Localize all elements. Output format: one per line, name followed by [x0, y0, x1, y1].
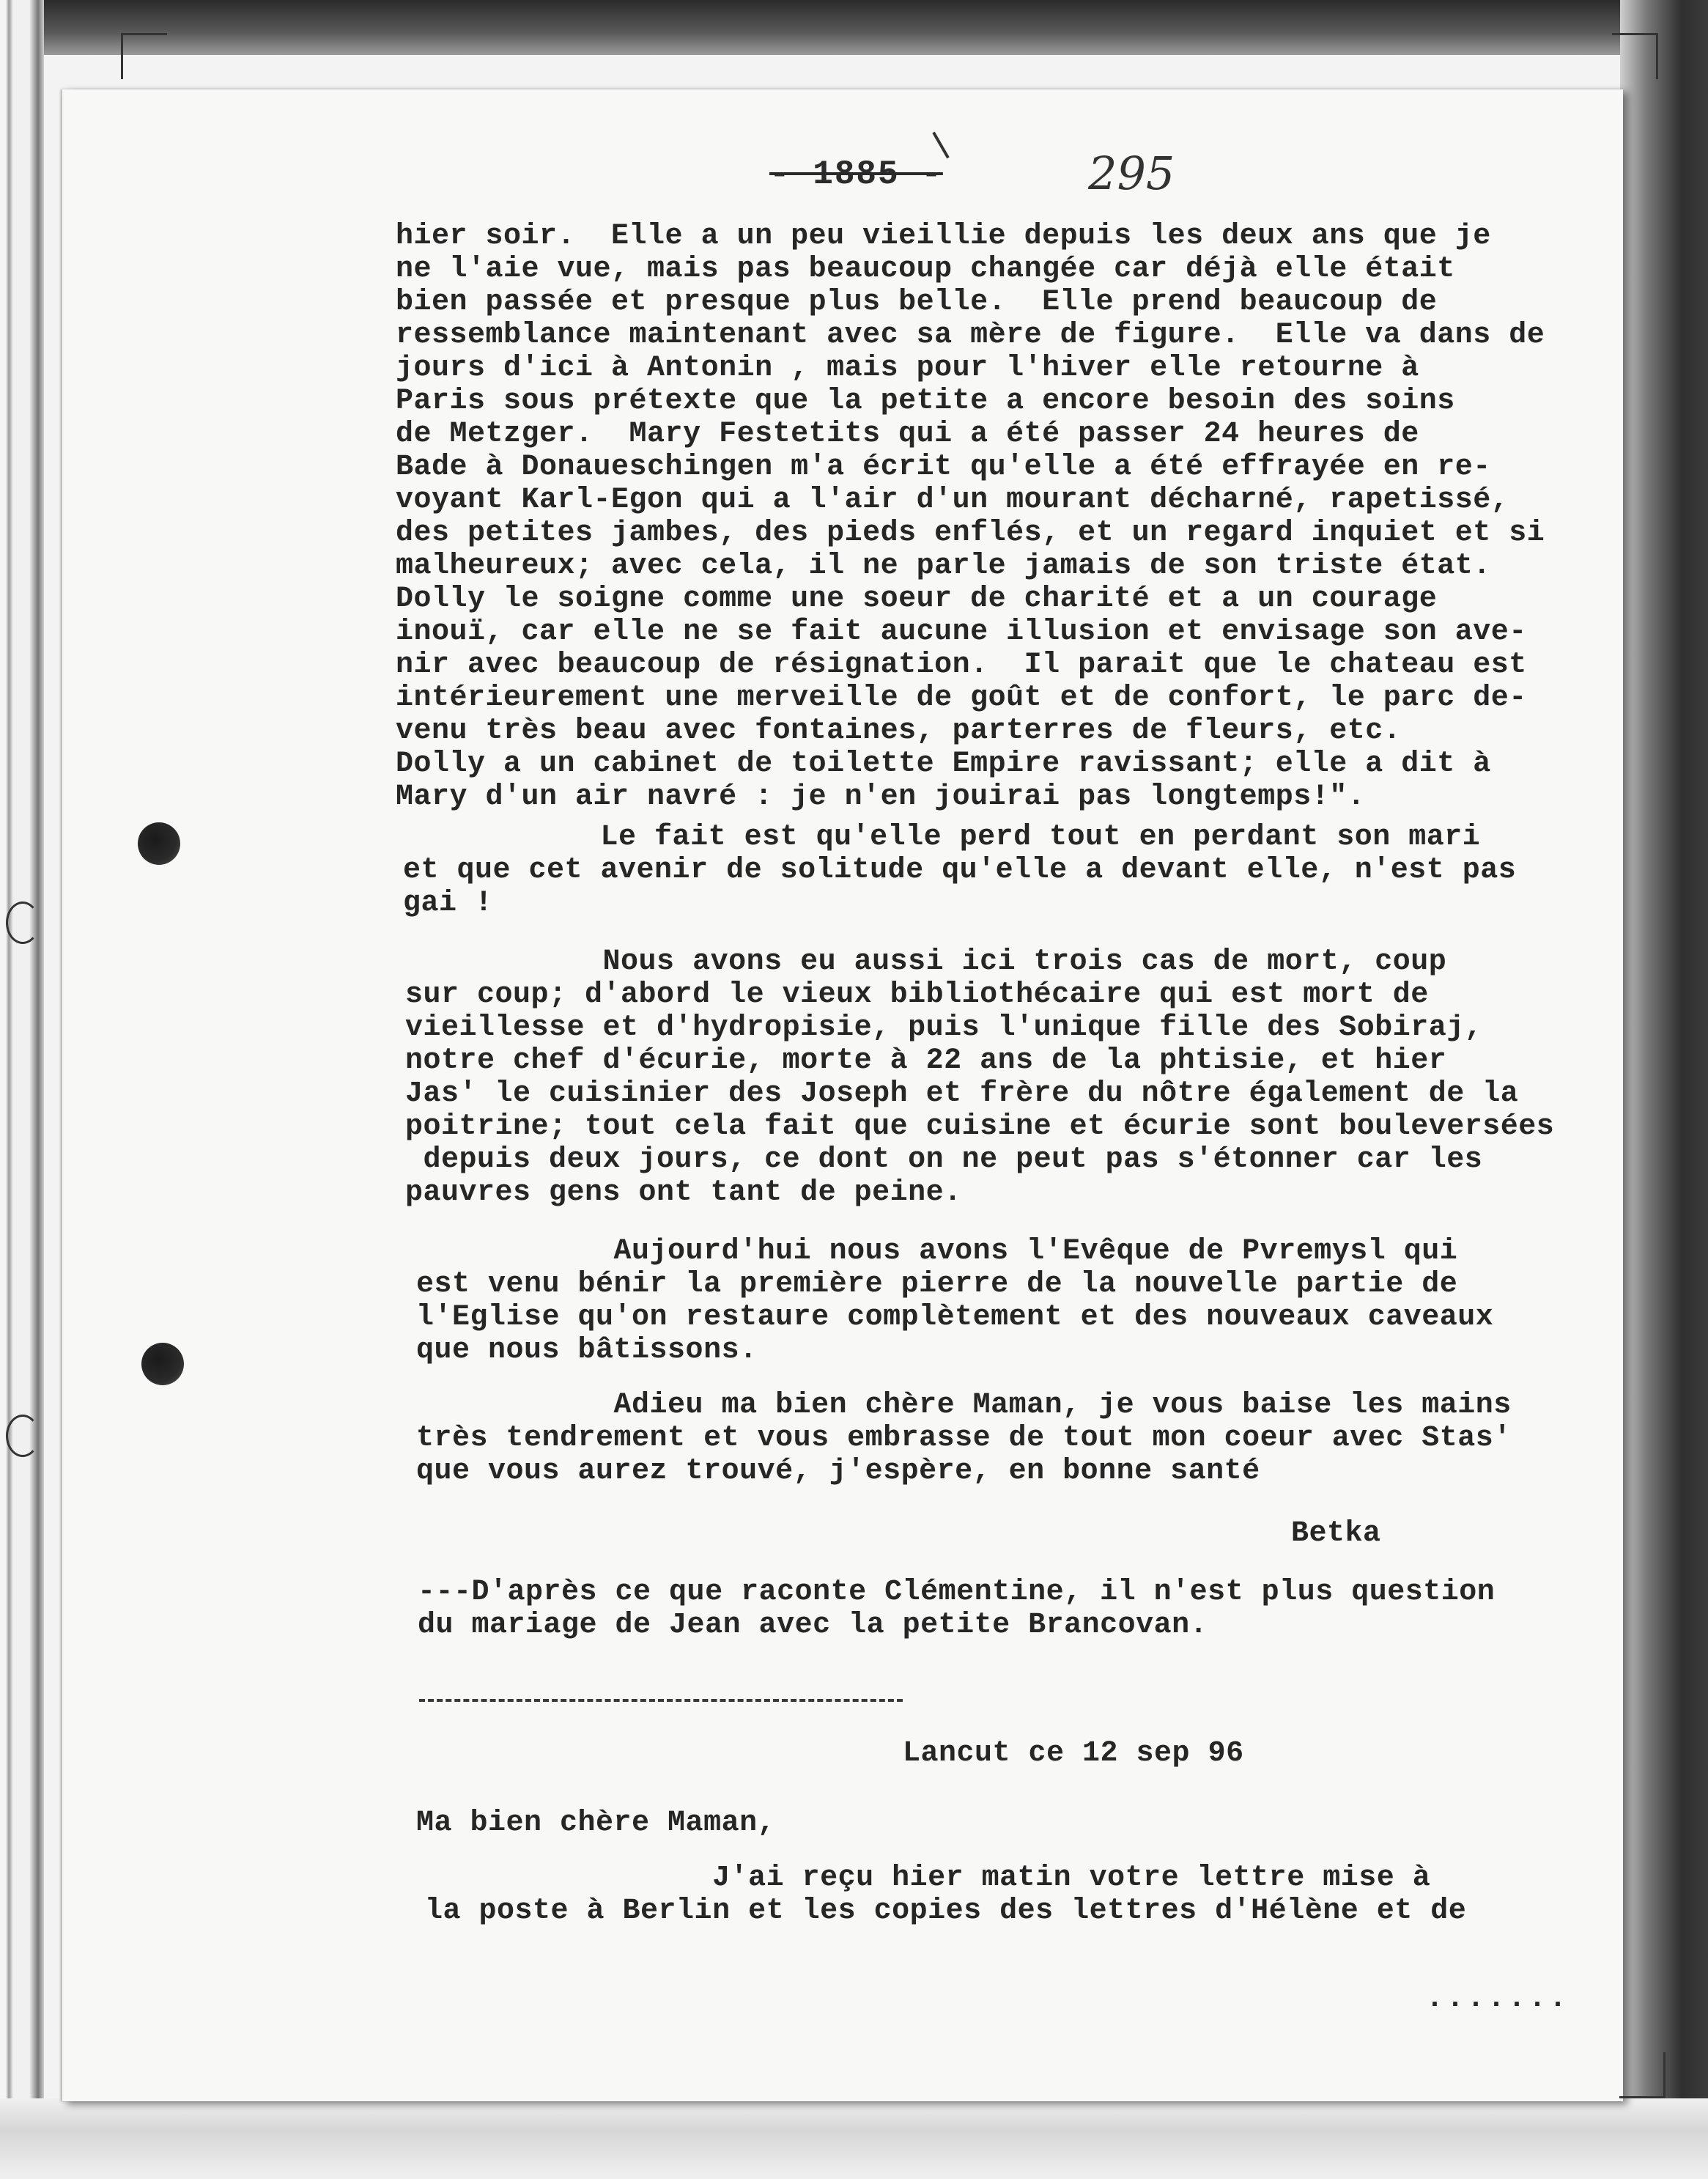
text-line: Paris sous prétexte que la petite a encore besoin des soins	[396, 385, 1455, 418]
text-line: Bade à Donaueschingen m'a écrit qu'elle a été effrayée en re-	[396, 451, 1491, 484]
text-line: des petites jambes, des pieds enflés, et un regard inquiet et si	[396, 517, 1545, 550]
text-line: hier soir. Elle a un peu vieillie depuis les deux ans que je	[396, 220, 1491, 253]
continuation-dots: .......	[1426, 1983, 1570, 2016]
text-line: de Metzger. Mary Festetits qui a été passer 24 heures de	[396, 418, 1419, 451]
text-line: inouï, car elle ne se fait aucune illusion et envisage son ave-	[396, 616, 1527, 649]
salutation: Ma bien chère Maman,	[416, 1807, 776, 1840]
text-line: pauvres gens ont tant de peine.	[405, 1176, 962, 1209]
text-line: notre chef d'écurie, morte à 22 ans de la phtisie, et hier	[405, 1044, 1447, 1077]
paragraph-5	[416, 1389, 1512, 1488]
text-line: sur coup; d'abord le vieux bibliothécaire qui est mort de	[405, 978, 1429, 1011]
scan-edge-left	[0, 0, 44, 2179]
text-line: Jas' le cuisinier des Joseph et frère du nôtre également de la	[405, 1077, 1519, 1110]
text-line: ne l'aie vue, mais pas beaucoup changée car déjà elle était	[396, 253, 1455, 286]
paragraph-2	[403, 821, 1516, 920]
text-line: que nous bâtissons.	[416, 1334, 758, 1367]
crop-mark	[1619, 2052, 1666, 2098]
text-line: Dolly le soigne comme une soeur de charité et a un courage	[396, 583, 1438, 616]
letter-date: Lancut ce 12 sep 96	[903, 1737, 1244, 1770]
crop-mark	[121, 33, 167, 79]
text-line: et que cet avenir de solitude qu'elle a devant elle, n'est pas	[403, 854, 1517, 887]
paragraph-4	[416, 1235, 1493, 1367]
text-line: Mary d'un air navré : je n'en jouirai pas longtemps!".	[396, 781, 1366, 814]
text-line: venu très beau avec fontaines, parterres de fleurs, etc.	[396, 715, 1402, 748]
signature: Betka	[1291, 1517, 1381, 1550]
punch-hole	[141, 1343, 184, 1385]
postscript	[418, 1576, 1495, 1642]
text-line: la poste à Berlin et les copies des lettres d'Hélène et de	[425, 1895, 1467, 1928]
text-line: Aujourd'hui nous avons l'Evêque de Pvremysl qui	[416, 1235, 1458, 1268]
binder-ring	[6, 1415, 40, 1457]
struck-page-number: - 1885 -	[769, 155, 943, 193]
text-line: voyant Karl-Egon qui a l'air d'un mourant décharné, rapetissé,	[396, 484, 1509, 517]
text-line: du mariage de Jean avec la petite Brancovan.	[418, 1609, 1208, 1642]
text-line: ressemblance maintenant avec sa mère de figure. Elle va dans de	[396, 319, 1545, 352]
text-line: Adieu ma bien chère Maman, je vous baise les mains	[416, 1389, 1512, 1422]
scan-edge-right	[1620, 0, 1708, 2179]
text-line: J'ai reçu hier matin votre lettre mise à	[425, 1862, 1431, 1895]
text-line: très tendrement et vous embrasse de tout mon coeur avec Stas'	[416, 1422, 1512, 1455]
text-line: jours d'ici à Antonin , mais pour l'hiver elle retourne à	[396, 352, 1419, 385]
paragraph-3	[405, 945, 1554, 1209]
binder-ring	[6, 902, 40, 944]
text-line: Nous avons eu aussi ici trois cas de mort, coup	[405, 945, 1447, 978]
text-line: que vous aurez trouvé, j'espère, en bonne santé	[416, 1455, 1260, 1488]
scan-edge-top	[0, 0, 1708, 55]
text-line: Le fait est qu'elle perd tout en perdant son mari	[403, 821, 1481, 854]
text-line: Dolly a un cabinet de toilette Empire ravissant; elle a dit à	[396, 748, 1491, 781]
text-line: est venu bénir la première pierre de la nouvelle partie de	[416, 1268, 1458, 1301]
text-line: malheureux; avec cela, il ne parle jamais de son triste état.	[396, 550, 1491, 583]
handwritten-page-number: 295	[1088, 147, 1175, 200]
scan-edge-bottom	[0, 2098, 1708, 2179]
text-line: intérieurement une merveille de goût et de confort, le parc de-	[396, 682, 1527, 715]
opening-paragraph	[425, 1862, 1466, 1928]
text-line: l'Eglise qu'on restaure complètement et des nouveaux caveaux	[416, 1301, 1494, 1334]
typed-page-number	[769, 155, 943, 193]
text-line: depuis deux jours, ce dont on ne peut pas s'étonner car les	[405, 1143, 1483, 1176]
punch-hole	[138, 822, 180, 865]
paragraph-1	[396, 220, 1545, 814]
text-line: ---D'après ce que raconte Clémentine, il n'est plus question	[418, 1576, 1496, 1609]
text-line: nir avec beaucoup de résignation. Il parait que le chateau est	[396, 649, 1527, 682]
separator-rule	[419, 1699, 903, 1702]
text-line: vieillesse et d'hydropisie, puis l'unique fille des Sobiraj,	[405, 1011, 1483, 1044]
text-line: poitrine; tout cela fait que cuisine et écurie sont bouleversées	[405, 1110, 1555, 1143]
text-line: bien passée et presque plus belle. Elle prend beaucoup de	[396, 286, 1438, 319]
text-line: gai !	[403, 887, 493, 920]
crop-mark	[1612, 33, 1658, 79]
